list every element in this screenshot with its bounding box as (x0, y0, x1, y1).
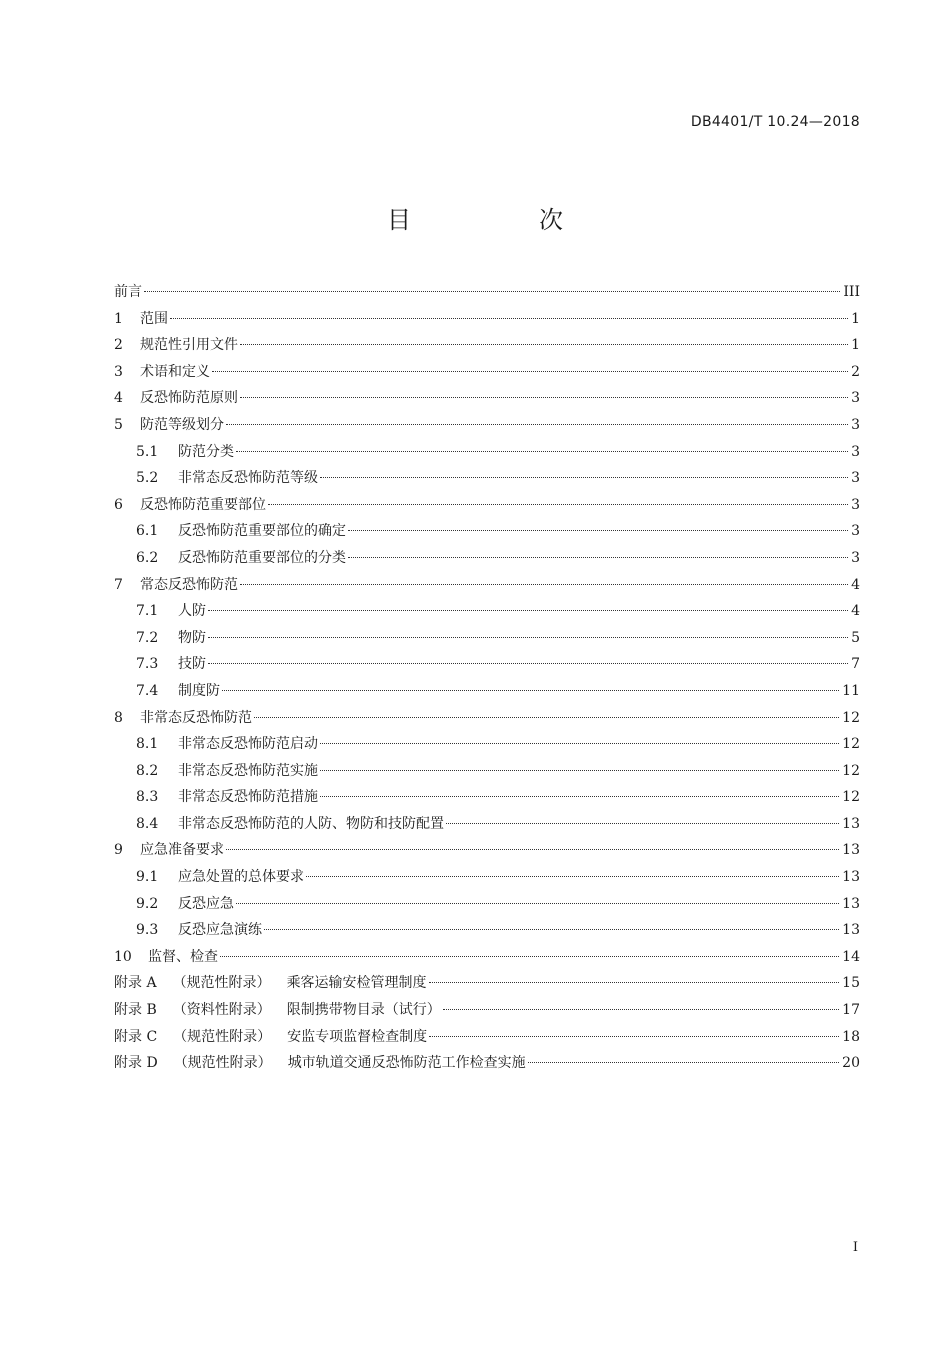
toc-leader-dots (528, 1062, 839, 1063)
toc-leader-dots (268, 504, 848, 505)
toc-subentry[interactable] (114, 917, 860, 944)
toc-appendix-number: 附录 C (114, 1028, 158, 1045)
toc-entry-label: 反恐怖防范原则 (140, 390, 238, 407)
page-number: I (852, 1240, 858, 1255)
toc-entry-page: 13 (842, 842, 860, 859)
toc-appendix-type: （资料性附录） (172, 1002, 271, 1019)
toc-subentry[interactable] (114, 678, 860, 705)
toc-entry-number: 1 (114, 310, 123, 327)
toc-entry-label: 反恐应急 (178, 895, 234, 912)
toc-entry-number: 6.1 (136, 523, 159, 540)
toc-subentry[interactable] (114, 545, 860, 572)
toc-entry-page: III (843, 284, 860, 300)
toc-entry-page: 12 (842, 762, 860, 779)
toc-entry[interactable] (114, 944, 860, 971)
toc-entry-number: 8.4 (136, 815, 159, 832)
toc-entry-page: 5 (851, 629, 860, 646)
toc-entry-page: 12 (842, 789, 860, 806)
toc-leader-dots (208, 663, 848, 664)
toc-entry-number: 5.1 (136, 443, 159, 460)
toc-leader-dots (320, 796, 839, 797)
toc-entry-label: 城市轨道交通反恐怖防范工作检查实施 (287, 1055, 526, 1072)
toc-entry-label: 应急准备要求 (140, 842, 224, 859)
toc-entry-page: 2 (851, 363, 860, 380)
toc-appendix-type: （规范性附录） (172, 975, 271, 992)
toc-entry-number: 8 (114, 709, 123, 726)
toc-entry-number: 9.3 (136, 922, 159, 939)
document-code: DB4401/T 10.24—2018 (690, 114, 860, 130)
toc-entry-label: 反恐怖防范重要部位的分类 (178, 549, 346, 566)
toc-leader-dots (226, 849, 839, 850)
toc-appendix-number: 附录 A (114, 975, 157, 992)
toc-entry-page: 1 (851, 337, 860, 354)
toc-subentry[interactable] (114, 625, 860, 652)
toc-leader-dots (170, 318, 848, 319)
toc-entry-label: 非常态反恐怖防范等级 (178, 470, 318, 487)
toc-entry[interactable] (114, 306, 860, 333)
toc-entry-page: 3 (851, 549, 860, 566)
toc-entry-label: 物防 (178, 629, 206, 646)
toc-entry-number: 4 (114, 390, 123, 407)
toc-entry-page: 18 (842, 1028, 860, 1045)
toc-entry-page: 3 (851, 496, 860, 513)
toc-subentry[interactable] (114, 784, 860, 811)
toc-entry-page: 3 (851, 443, 860, 460)
toc-entry-page: 13 (842, 922, 860, 939)
page-title: 目 次 (387, 206, 615, 234)
toc-entry[interactable] (114, 705, 860, 732)
toc-entry-label: 术语和定义 (140, 363, 210, 380)
toc-leader-dots (208, 637, 848, 638)
toc-entry-page: 12 (842, 709, 860, 726)
toc-entry-label: 非常态反恐怖防范实施 (178, 762, 318, 779)
toc-entry-label: 人防 (178, 603, 206, 620)
toc-leader-dots (264, 929, 839, 930)
toc-entry-label: 非常态反恐怖防范启动 (178, 736, 318, 753)
toc-entry-label: 监督、检查 (148, 948, 218, 965)
toc-appendix-d[interactable] (114, 1050, 860, 1077)
toc-entry-foreword[interactable] (114, 279, 860, 306)
toc-entry-page: 14 (842, 948, 860, 965)
toc-leader-dots (254, 717, 839, 718)
toc-leader-dots (446, 823, 839, 824)
toc-entry-page: 4 (851, 603, 860, 620)
toc-entry-number: 6 (114, 496, 123, 513)
toc-leader-dots (222, 690, 839, 691)
toc-appendix-c[interactable] (114, 1024, 860, 1051)
toc-entry-number: 7.4 (136, 682, 159, 699)
toc-leader-dots (220, 956, 839, 957)
toc-entry-label: 防范分类 (178, 443, 234, 460)
toc-subentry[interactable] (114, 439, 860, 466)
toc-entry[interactable] (114, 332, 860, 359)
toc-appendix-a[interactable] (114, 970, 860, 997)
toc-leader-dots (320, 743, 839, 744)
toc-entry-page: 12 (842, 736, 860, 753)
toc-entry-label: 反恐应急演练 (178, 922, 262, 939)
toc-entry-label: 常态反恐怖防范 (140, 576, 238, 593)
toc-leader-dots (443, 1009, 839, 1010)
toc-entry-page: 3 (851, 390, 860, 407)
toc-entry-number: 8.1 (136, 736, 159, 753)
toc-entry[interactable] (114, 359, 860, 386)
toc-entry-page: 1 (851, 310, 860, 327)
toc-entry-number: 5 (114, 416, 123, 433)
toc-entry-label: 反恐怖防范重要部位 (140, 496, 266, 513)
toc-entry-label: 防范等级划分 (140, 416, 224, 433)
toc-leader-dots (429, 1036, 839, 1037)
toc-entry[interactable] (114, 385, 860, 412)
toc-entry-number: 6.2 (136, 549, 159, 566)
toc-subentry[interactable] (114, 864, 860, 891)
toc-entry-label: 范围 (140, 310, 168, 327)
toc-entry-number: 2 (114, 337, 123, 354)
toc-appendix-type: （规范性附录） (173, 1055, 272, 1072)
toc-entry-page: 7 (851, 656, 860, 673)
toc-appendix-type: （规范性附录） (173, 1028, 272, 1045)
toc-leader-dots (306, 876, 839, 877)
toc-entry-label: 乘客运输安检管理制度 (286, 975, 427, 992)
toc-entry-label: 规范性引用文件 (140, 337, 238, 354)
toc-entry-page: 13 (842, 869, 860, 886)
toc-appendix-number: 附录 D (114, 1055, 158, 1072)
toc-entry-number: 7.1 (136, 603, 159, 620)
toc-subentry[interactable] (114, 651, 860, 678)
toc-subentry[interactable] (114, 518, 860, 545)
toc-leader-dots (320, 477, 848, 478)
toc-entry-label: 非常态反恐怖防范的人防、物防和技防配置 (178, 815, 444, 832)
toc-entry-number: 7 (114, 576, 123, 593)
toc-appendix-number: 附录 B (114, 1002, 157, 1019)
toc-leader-dots (226, 424, 848, 425)
toc-leader-dots (240, 584, 848, 585)
toc-entry-label: 限制携带物目录（试行） (286, 1002, 441, 1019)
toc-subentry[interactable] (114, 811, 860, 838)
toc-entry-page: 13 (842, 895, 860, 912)
toc-entry-number: 7.3 (136, 656, 159, 673)
toc-entry-label: 技防 (178, 656, 206, 673)
toc-entry-page: 4 (851, 576, 860, 593)
toc-subentry[interactable] (114, 598, 860, 625)
toc-entry-page: 11 (842, 682, 860, 699)
toc-leader-dots (212, 371, 848, 372)
toc-subentry[interactable] (114, 465, 860, 492)
toc-entry[interactable] (114, 492, 860, 519)
toc-leader-dots (240, 397, 848, 398)
toc-subentry[interactable] (114, 758, 860, 785)
toc-subentry[interactable] (114, 731, 860, 758)
toc-entry-page: 3 (851, 416, 860, 433)
toc-entry-number: 9 (114, 842, 123, 859)
toc-leader-dots (208, 610, 848, 611)
toc-entry-number: 5.2 (136, 470, 159, 487)
toc-entry-label: 前言 (114, 284, 142, 300)
toc-entry-number: 7.2 (136, 629, 159, 646)
toc-leader-dots (429, 982, 840, 983)
toc-entry-page: 17 (842, 1002, 860, 1019)
toc-leader-dots (348, 530, 848, 531)
toc-entry-page: 3 (851, 470, 860, 487)
toc-appendix-b[interactable] (114, 997, 860, 1024)
toc-leader-dots (236, 903, 839, 904)
toc-entry-label: 非常态反恐怖防范 (140, 709, 252, 726)
toc-entry[interactable] (114, 837, 860, 864)
toc-entry-label: 反恐怖防范重要部位的确定 (178, 523, 346, 540)
toc-entry-label: 制度防 (178, 682, 220, 699)
toc-entry-number: 8.2 (136, 762, 159, 779)
toc-entry-number: 8.3 (136, 789, 159, 806)
toc-entry-number: 9.1 (136, 869, 159, 886)
toc-entry-page: 13 (842, 815, 860, 832)
toc-entry-number: 9.2 (136, 895, 159, 912)
toc-entry-label: 非常态反恐怖防范措施 (178, 789, 318, 806)
toc-leader-dots (320, 770, 839, 771)
toc-entry-label: 应急处置的总体要求 (178, 869, 304, 886)
toc-entry-label: 安监专项监督检查制度 (287, 1028, 428, 1045)
toc-subentry[interactable] (114, 891, 860, 918)
toc-entry-number: 3 (114, 363, 123, 380)
toc-leader-dots (348, 557, 848, 558)
toc-entry[interactable] (114, 412, 860, 439)
toc-entry-number: 10 (114, 948, 132, 965)
toc-entry-page: 20 (842, 1055, 860, 1072)
toc-leader-dots (236, 451, 848, 452)
toc-entry-page: 3 (851, 523, 860, 540)
table-of-contents (114, 279, 860, 1077)
toc-entry-page: 15 (842, 975, 860, 992)
toc-leader-dots (144, 291, 840, 292)
toc-leader-dots (240, 344, 848, 345)
toc-entry[interactable] (114, 572, 860, 599)
